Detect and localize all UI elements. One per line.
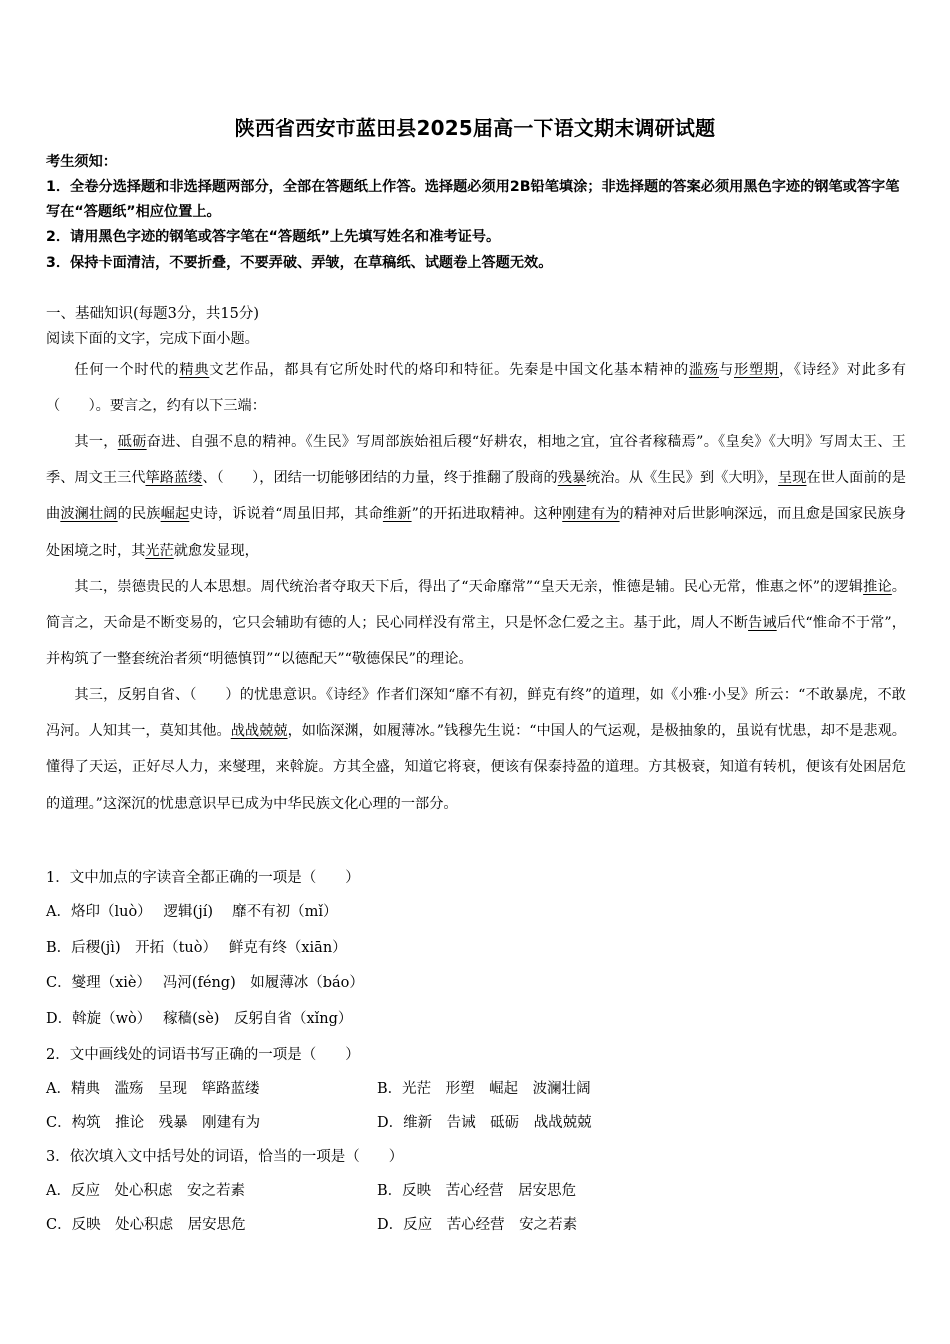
notice-item-1: 1．全卷分选择题和非选择题两部分，全部在答题纸上作答。选择题必须用2B铅笔填涂；非选择题的答案必须用黑色字迹的钢笔或答字笔写在“答题纸”相应位置上。 — [46, 179, 900, 220]
question-1-option-b: B．后稷(jì) 开拓（tuò） 鲜克有终（xiān） — [46, 940, 347, 956]
page-title: 陕西省西安市蓝田县2025届高一下语文期末调研试题 — [234, 116, 716, 140]
question-3-option-a: A．反应 处心积虑 安之若素 — [46, 1183, 245, 1199]
notice-heading: 考生须知： — [46, 154, 117, 170]
question-1-option-c: C．燮理（xiè） 冯河(féng) 如履薄冰（báo） — [46, 975, 364, 991]
notice-item-3: 3．保持卡面清洁，不要折叠，不要弄破、弄皱，在草稿纸、试题卷上答题无效。 — [46, 255, 553, 271]
passage-paragraph-3: 其二，崇德贵民的人本思想。周代统治者夺取天下后，得出了“天命靡常”“皇天无亲，惟德是辅。民心无常，惟惠之怀”的逻辑推论。简言之，天命是不断变易的，它只会辅助有德的人；民心同样没有常主，只是怀念仁爱之主。基于此，周人不断告诫后代“惟命不于常”，并构筑了一整套统治者须“明德慎罚”“以德配天”“敬德保民”的理论。 — [46, 579, 906, 668]
question-2-options-row-1 — [46, 1077, 906, 1099]
question-3-option-b: B．反映 苦心经营 居安思危 — [377, 1183, 577, 1199]
question-2-option-c: C．构筑 推论 残暴 刚建有为 — [46, 1115, 261, 1131]
reading-instruction: 阅读下面的文字，完成下面小题。 — [46, 331, 259, 347]
question-2-option-a: A．精典 滥殇 呈现 筚路蓝缕 — [46, 1081, 260, 1097]
question-2-options-row-2 — [46, 1111, 906, 1133]
question-3-stem: 3．依次填入文中括号处的词语，恰当的一项是（ ） — [46, 1149, 404, 1165]
notice-item-2: 2．请用黑色字迹的钢笔或答字笔在“答题纸”上先填写姓名和准考证号。 — [46, 229, 501, 245]
passage-paragraph-1: 任何一个时代的精典文艺作品，都具有它所处时代的烙印和特征。先秦是中国文化基本精神的滥殇与形塑期，《诗经》对此多有（ ）。要言之，约有以下三端： — [46, 362, 906, 415]
question-3-option-c: C．反映 处心积虑 居安思危 — [46, 1217, 246, 1233]
question-1-stem: 1．文中加点的字读音全都正确的一项是（ ） — [46, 870, 360, 886]
question-2-stem: 2．文中画线处的词语书写正确的一项是（ ） — [46, 1047, 360, 1063]
passage-paragraph-2: 其一，砥砺奋进、自强不息的精神。《生民》写周部族始祖后稷“好耕农，相地之宜，宜谷者稼穑焉”。《皇矣》《大明》写周太王、王季、周文王三代筚路蓝缕、（ ），团结一切能够团结的力量，终于推翻了殷商的残暴统治。从《生民》到《大明》，呈现在世人面前的是曲波澜壮阔的民族崛起史诗，诉说着“周虽旧邦，其命维新”的开拓进取精神。这种刚建有为的精神对后世影响深远，而且愈是国家民族身处困境之时，其光茫就愈发显现， — [46, 434, 906, 559]
question-1-option-d: D．斡旋（wò） 稼穑(sè) 反躬自省（xǐng） — [46, 1011, 353, 1027]
question-3-options-row-2 — [46, 1213, 906, 1235]
question-3-options-row-1 — [46, 1179, 906, 1201]
question-2-option-d: D．维新 告诫 砥砺 战战兢兢 — [377, 1115, 592, 1131]
question-3-option-d: D．反应 苦心经营 安之若素 — [377, 1217, 578, 1233]
section-heading: 一、基础知识(每题3分，共15分) — [46, 306, 259, 322]
question-1-option-a: A．烙印（luò） 逻辑(jí) 靡不有初（mǐ） — [46, 904, 338, 920]
question-2-option-b: B．光茫 形塑 崛起 波澜壮阔 — [377, 1081, 591, 1097]
passage-paragraph-4: 其三，反躬自省、（ ）的忧患意识。《诗经》作者们深知“靡不有初，鲜克有终”的道理，如《小雅·小旻》所云：“不敢暴虎，不敢冯河。人知其一，莫知其他。战战兢兢，如临深渊，如履薄冰。”钱穆先生说：“中国人的气运观，是极抽象的，虽说有忧患，却不是悲观。懂得了天运，正好尽人力，来燮理，来斡旋。方其全盛，知道它将衰，便该有保泰持盈的道理。方其极衰，知道有转机，便该有处困居危的道理。”这深沉的忧患意识早已成为中华民族文化心理的一部分。 — [46, 687, 906, 812]
